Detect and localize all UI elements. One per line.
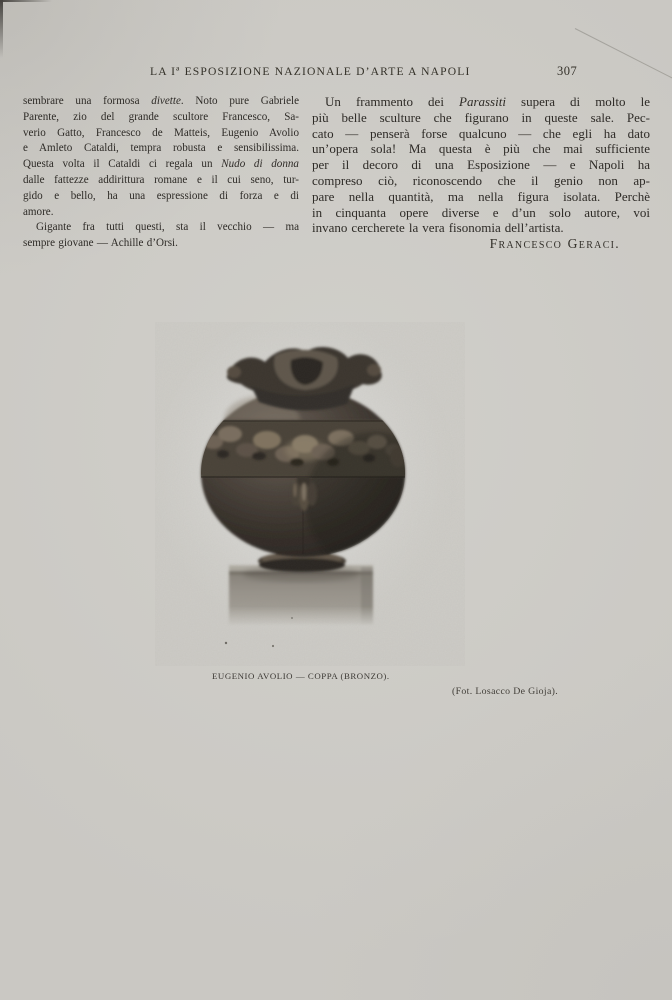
author-signature: Francesco Geraci. xyxy=(489,236,620,252)
text-line: Questa volta il Cataldi ci regala un Nudo di donna xyxy=(23,158,299,171)
text-line: dalle fattezze addirittura romane e il cui seno, tur- xyxy=(23,173,299,186)
text-line: sempre giovane — Achille d’Orsi. xyxy=(23,237,178,250)
scan-artifact-page-corner-line xyxy=(575,28,672,83)
figure-caption: EUGENIO AVOLIO — COPPA (BRONZO). xyxy=(212,671,390,681)
left-column xyxy=(23,94,299,252)
text-line: invano cercherete la vera fisonomia dell’artista. xyxy=(312,220,564,236)
figure-photo-credit: (Fot. Losacco De Gioja). xyxy=(452,686,559,697)
scan-artifact-top-edge xyxy=(0,0,52,2)
right-column xyxy=(312,94,650,252)
text-line: verio Gatto, Francesco de Matteis, Eugenio Avolio xyxy=(23,126,299,139)
page-number: 307 xyxy=(557,64,578,78)
text-line: compreso ciò, riconoscendo che il genio non ap- xyxy=(312,172,650,188)
text-line: per il decoro di una Esposizione — e Napoli ha xyxy=(312,157,650,173)
text-line: Un frammento dei Parassiti supera di molto le xyxy=(325,94,650,109)
text-line: pare nella quantità, ma nella figura isolata. Perchè xyxy=(312,188,650,204)
text-line: più belle sculture che figurano in queste sale. Pec- xyxy=(312,109,650,125)
text-line: Parente, zio del grande scultore Francesco, Sa- xyxy=(23,110,299,123)
text-line: sembrare una formosa divette. Noto pure Gabriele xyxy=(23,95,299,107)
text-line: Gigante fra tutti questi, sta il vecchio — ma xyxy=(36,221,299,234)
page-header-title: LA Iª ESPOSIZIONE NAZIONALE D’ARTE A NAPOLI xyxy=(150,65,471,78)
scan-artifact-left-edge xyxy=(0,0,3,58)
text-line: in cinquanta opere diverse e d’un solo autore, voi xyxy=(312,204,650,220)
text-line: e Amleto Cataldi, tempra robusta e sensibilissima. xyxy=(23,142,299,155)
figure-photo-coppa-bronzo xyxy=(155,322,465,666)
text-line: un’opera sola! Ma questa è più che mai sufficiente xyxy=(312,141,650,157)
text-line: cato — penserà forse qualcuno — che egli ha dato xyxy=(312,125,650,141)
text-line: amore. xyxy=(23,205,54,218)
text-line: gido e bello, ha una espressione di forza e di xyxy=(23,189,299,202)
coppa-illustration xyxy=(155,322,465,666)
halftone-grain xyxy=(155,322,465,666)
